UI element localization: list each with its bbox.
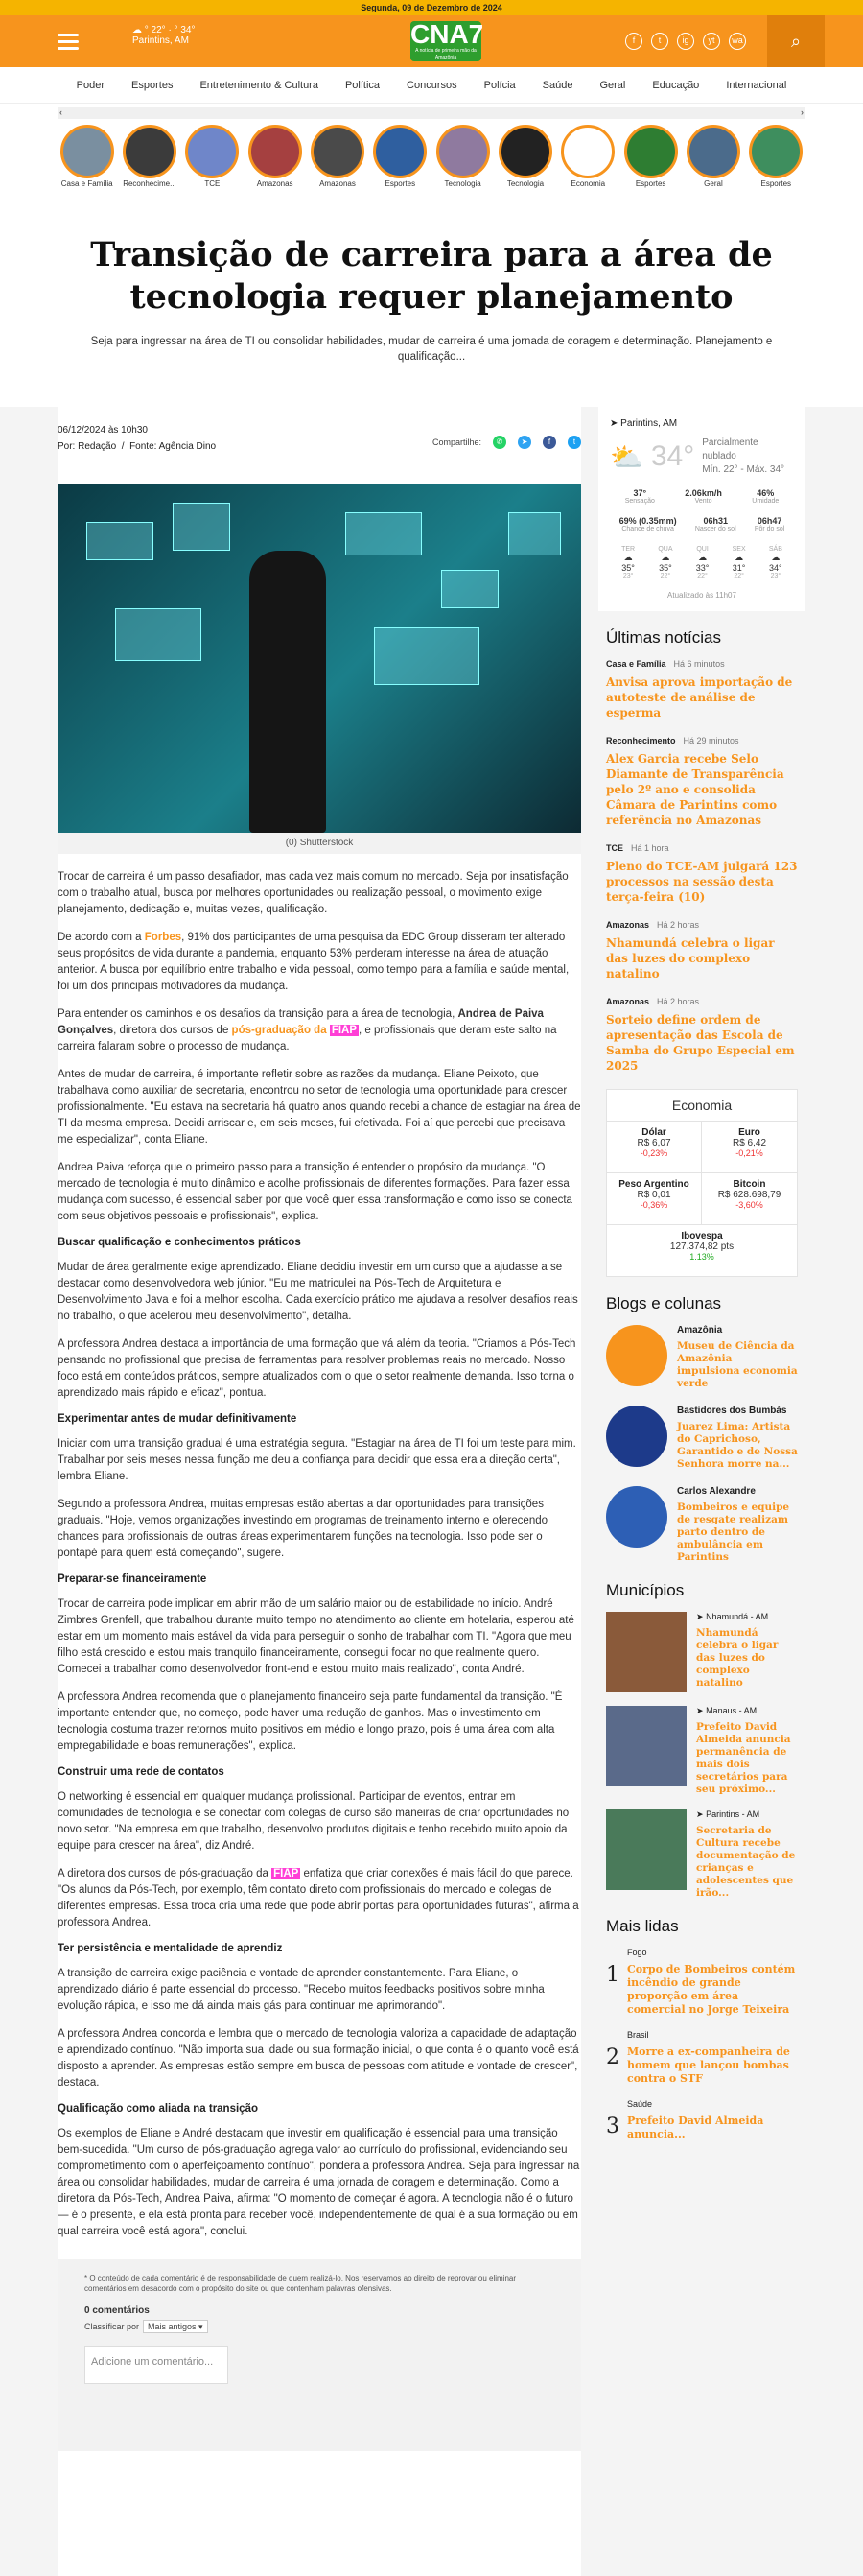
story-item[interactable]: Tecnologia bbox=[498, 125, 552, 184]
forbes-link[interactable]: Forbes bbox=[144, 932, 182, 943]
story-item[interactable]: Esportes bbox=[749, 125, 804, 184]
news-item[interactable]: Amazonas Há 2 horas Sorteio define ordem de apresentação das Escola de Samba do Grupo Especial em 2025 bbox=[606, 997, 795, 1073]
main-nav bbox=[0, 67, 863, 104]
story-item[interactable]: Reconhecime... bbox=[122, 125, 176, 184]
site-header bbox=[0, 15, 863, 67]
search-button[interactable] bbox=[767, 15, 825, 67]
location-icon: ➤ bbox=[696, 1809, 704, 1819]
paragraph: Segundo a professora Andrea, muitas empresas estão abertas a dar oportunidades para transições graduais. "Hoje, vemos organizações investindo em programas de treinamento interno e oferecendo chances para profissionais de outras áreas experimentarem funções na tecnologia. Isso pode ser o pontapé para quem está começando", sugere. bbox=[58, 1499, 548, 1559]
nav-item[interactable]: Polícia bbox=[483, 80, 516, 91]
economy-widget: Economia Dólar R$ 6,07 -0,23% Euro R$ 6,42 -0,21% Peso Argentino R$ 0,01 -0,36% Bitcoin R$ 628.698,79 -3,60% Ibovespa 127.374,82 pts 1.13% bbox=[606, 1089, 798, 1277]
location-icon: ➤ bbox=[696, 1612, 704, 1621]
story-item[interactable]: Amazonas bbox=[310, 125, 364, 184]
chevron-left-icon[interactable]: ‹ bbox=[59, 107, 62, 117]
news-item[interactable]: Reconhecimento Há 29 minutos Alex Garcia recebe Selo Diamante de Transparência pelo 2º ano e consolida Câmara de Parintins como referência no Amazonas bbox=[606, 736, 784, 827]
paragraph: A diretora dos cursos de pós-graduação da FIAP enfatiza que criar conexões é mais fácil do que parece. "Os alunos da Pós-Tech, por exemplo, têm contato direto com profissionais do mercado e colegas de diferentes empresas. Essa troca cria uma rede que pode abrir portas para oportunidades futuras", afirma a professora Andrea. bbox=[58, 1868, 579, 1928]
content-area bbox=[0, 407, 863, 2576]
telegram-icon[interactable]: ➤ bbox=[518, 436, 531, 449]
weather-widget: ➤ Parintins, AM ⛅ 34° Parcialmente nublado Mín. 22° - Máx. 34° 37° Sensação 2.06km/h Vento 46% Umidade 69% (0.35mm) Chance de chuva 06h31 Nascer do sol 06h47 Pôr do sol TER ☁ 35° 23° QUA ☁ 35° 22° QUI ☁ 33° 22° SEX ☁ 31° 22° SÁB ☁ 34° 23° Atualizado às 11h07 bbox=[598, 407, 805, 611]
site-logo[interactable]: CNA7 A notícia de primeira mão da Amazônia bbox=[410, 19, 484, 60]
nav-item[interactable]: Esportes bbox=[131, 80, 174, 91]
news-item[interactable]: Casa e Família Há 6 minutos Anvisa aprova importação de autoteste de análise de esperma bbox=[606, 659, 793, 720]
municipio-item[interactable]: ➤ Nhamundá - AM Nhamundá celebra o ligar das luzes do complexo natalino bbox=[598, 1612, 805, 1692]
header-weather-temps: ° 22° · ° 34° bbox=[144, 25, 196, 35]
paragraph: Antes de mudar de carreira, é importante refletir sobre as razões da mudança. Eliane Peixoto, que trabalhava como auxiliar de secretaria, encontrou no setor de tecnologia uma oportunidade para crescer profissionalmente. "Eu estava na secretaria há quatro anos quando recebi a chance de estagiar na área de TI da mesma empresa. Decidi arriscar e, em seis meses, fui efetivada. Foi aí que percebi que precisava me especializar", conta Eliane. bbox=[58, 1069, 581, 1146]
comments-section bbox=[58, 2259, 581, 2451]
blogs-heading: Blogs e colunas bbox=[606, 1294, 722, 1312]
article-source: Fonte: Agência Dino bbox=[129, 441, 217, 452]
municipios-heading: Municípios bbox=[606, 1581, 685, 1599]
stories-bar bbox=[0, 123, 863, 186]
location-icon: ➤ bbox=[696, 1706, 704, 1715]
blog-item[interactable]: Bastidores dos Bumbás Juarez Lima: Artista do Caprichoso, Garantido e de Nossa Senhora morre na... bbox=[598, 1406, 805, 1471]
cloud-icon: ☁ bbox=[661, 553, 670, 562]
section-heading: Ter persistência e mentalidade de aprendiz bbox=[58, 1943, 283, 1954]
article-image bbox=[58, 484, 581, 833]
search-icon: ⌕ bbox=[790, 32, 802, 51]
blog-item[interactable]: Carlos Alexandre Bombeiros e equipe de resgate realizam parto dentro de ambulância em Parintins bbox=[598, 1486, 805, 1564]
whatsapp-icon[interactable]: wa bbox=[729, 33, 746, 50]
article-text bbox=[58, 869, 581, 2240]
paragraph: A professora Andrea concorda e lembra que o mercado de tecnologia valoriza a capacidade de adaptação e aprendizado contínuo. "Não importa sua idade ou sua formação inicial, o que conta é o quanto você está disposto a aprender. As empresas estão sempre em busca de pessoas com atitude e vontade de crescer", destaca. bbox=[58, 2028, 579, 2089]
location-icon: ➤ bbox=[610, 418, 618, 429]
nav-item[interactable]: Saúde bbox=[542, 80, 573, 91]
chevron-right-icon[interactable]: › bbox=[801, 107, 804, 117]
municipio-item[interactable]: ➤ Manaus - AM Prefeito David Almeida anuncia permanência de mais dois secretários para seu próximo... bbox=[598, 1706, 805, 1796]
cloud-icon: ☁ bbox=[735, 553, 744, 562]
paragraph: A professora Andrea recomenda que o planejamento financeiro seja parte fundamental da transição. "É importante entender que, no começo, pode haver uma redução de ganhos. Mas o investimento em tecnologia costuma trazer retornos muito positivos em médio e longo prazo, pois é uma área com alta empregabilidade e boas remunerações", explica. bbox=[58, 1691, 563, 1752]
nav-item[interactable]: Internacional bbox=[726, 80, 787, 91]
avatar bbox=[606, 1486, 667, 1548]
sort-select[interactable]: Mais antigos ▾ bbox=[143, 2320, 208, 2333]
cloud-icon: ☁ bbox=[698, 553, 708, 562]
paragraph: Os exemplos de Eliane e André destacam que investir em qualificação é essencial para uma transição bem-sucedida. "Um curso de pós-graduação agrega valor ao currículo do profissional, evidenciando seu comprometimento com o aperfeiçoamento contínuo", pondera a professora Andrea. Seja para ingressar na área ou consolidar habilidades, mudar de carreira é uma jornada de coragem e determinação. Como a diretora da Pós-Tech, Andrea Paiva, afirma: "O momento de começar é agora. A tecnologia não é o futuro — é o presente, e ela está pronta para receber você, independentemente de qual é a sua formação ou em qual carreira você está agora", conclui. bbox=[58, 2128, 580, 2237]
story-item[interactable]: Geral bbox=[686, 125, 740, 184]
facebook-icon[interactable]: f bbox=[625, 33, 642, 50]
blog-item[interactable]: Amazônia Museu de Ciência da Amazônia impulsiona economia verde bbox=[598, 1325, 805, 1390]
fiap-link[interactable]: FIAP bbox=[331, 1025, 358, 1036]
comments-count: 0 comentários bbox=[84, 2305, 150, 2316]
story-item[interactable]: Casa e Família bbox=[59, 125, 114, 184]
story-item[interactable]: Esportes bbox=[623, 125, 678, 184]
mais-lidas-item[interactable]: Saúde 3 Prefeito David Almeida anuncia... bbox=[606, 2099, 764, 2140]
paragraph: Mudar de área geralmente exige aprendizado. Eliane decidiu investir em um curso que a ajudasse a se destacar como desenvolvedora web júnior. "Eu me matriculei na Pós-Tech de Arquitetura e Desenvolvimento Java e foi a melhor escolha. Cada exercício prático me ajudava a resolver desafios reais no trabalho, o que acelerou meu desenvolvimento", detalha. bbox=[58, 1262, 578, 1322]
article-header bbox=[0, 186, 863, 384]
cloud-icon: ☁ bbox=[623, 553, 633, 562]
header-weather-city: Parintins, AM bbox=[132, 35, 189, 46]
nav-item[interactable]: Concursos bbox=[407, 80, 457, 91]
section-heading: Experimentar antes de mudar definitivamente bbox=[58, 1413, 297, 1425]
avatar bbox=[606, 1325, 667, 1386]
top-date-bar: Segunda, 09 de Dezembro de 2024 bbox=[0, 0, 863, 15]
article-meta: 06/12/2024 às 10h30 Por: Redação / Fonte: Agência Dino bbox=[58, 422, 581, 455]
section-heading: Preparar-se financeiramente bbox=[58, 1573, 207, 1585]
share-bar bbox=[432, 436, 581, 449]
article-subtitle: Seja para ingressar na área de TI ou consolidar habilidades, mudar de carreira é uma jornada de coragem e determinação. Planejamento e qualificação... bbox=[90, 336, 773, 363]
share-label: Compartilhe: bbox=[432, 437, 481, 447]
nav-item[interactable]: Geral bbox=[599, 80, 626, 91]
paragraph: A professora Andrea destaca a importância de uma formação que vá além da teoria. "Criamos a Pós-Tech pensando no profissional que precisa de ferramentas para resolver problemas reais no mercado. Nosso foco está em conteúdos práticos, sempre atualizados com o que o setor realmente demanda. Isso torna o aprendizado mais rápido e eficaz", pontua. bbox=[58, 1338, 576, 1399]
menu-icon[interactable] bbox=[58, 30, 79, 54]
section-heading: Qualificação como aliada na transição bbox=[58, 2103, 258, 2115]
avatar bbox=[606, 1406, 667, 1467]
nav-item[interactable]: Entretenimento & Cultura bbox=[199, 80, 318, 91]
mais-lidas-item[interactable]: Fogo 1 Corpo de Bombeiros contém incêndio de grande proporção em área comercial no Jorge Teixeira bbox=[606, 1948, 796, 2016]
article-author: Por: Redação bbox=[58, 441, 117, 452]
comments-note: * O conteúdo de cada comentário é de responsabilidade de quem realizá-lo. Nos reservamos ao direito de reprovar ou eliminar comentários em desacordo com o propósito do site ou que contenham palavras ofensivas. bbox=[84, 2274, 517, 2293]
latest-heading: Últimas notícias bbox=[606, 628, 721, 647]
instagram-icon[interactable]: ig bbox=[677, 33, 694, 50]
comments-sort: Classificar por Mais antigos ▾ bbox=[84, 2322, 554, 2332]
story-item[interactable]: Esportes bbox=[373, 125, 428, 184]
nav-item[interactable]: Política bbox=[344, 80, 381, 91]
article-date: 06/12/2024 às 10h30 bbox=[58, 425, 148, 436]
paragraph: A transição de carreira exige paciência e vontade de aprender constantemente. Para Eliane, o aprendizado diário é parte essencial do processo. "Recebo muitos feedbacks positivos sobre minha evolução rápida, e isso me dá ainda mais gás para continuar me aprimorando". bbox=[58, 1968, 545, 2012]
news-item[interactable]: TCE Há 1 hora Pleno do TCE-AM julgará 123 processos na sessão desta terça-feira (10) bbox=[606, 843, 798, 904]
sidebar bbox=[598, 407, 805, 2141]
article-body bbox=[58, 407, 581, 2576]
image-caption: (0) Shutterstock bbox=[58, 833, 581, 854]
twitter-icon[interactable]: t bbox=[568, 436, 581, 449]
whatsapp-icon[interactable]: ✆ bbox=[493, 436, 506, 449]
mais-lidas-item[interactable]: Brasil 2 Morre a ex-companheira de homem que lançou bombas contra o STF bbox=[606, 2030, 790, 2085]
fiap-link[interactable]: FIAP bbox=[273, 1868, 299, 1879]
youtube-icon[interactable]: yt bbox=[703, 33, 720, 50]
story-item[interactable]: Amazonas bbox=[247, 125, 302, 184]
paragraph: De acordo com a Forbes, 91% dos participantes de uma pesquisa da EDC Group disseram ter alterado seus propósitos de vida durante a pandemia, enquanto 53% perderam interesse na área de atuação anterior. A busca por equilíbrio entre trabalho e vida pessoal, como tempo para a família e saúde mental, foi um dos principais motivadores da mudança. bbox=[58, 932, 570, 992]
paragraph: O networking é essencial em qualquer mudança profissional. Participar de eventos, entrar em comunidades de tecnologia e se conectar com colegas de curso são maneiras de criar oportunidades no novo setor. "Na empresa em que trabalho, desenvolvo produtos digitais e tenho recebido muito apoio da equipe para crescer na área", diz André. bbox=[58, 1791, 570, 1852]
story-item[interactable]: TCE bbox=[185, 125, 240, 184]
posgrad-link[interactable]: pós-graduação da bbox=[231, 1025, 327, 1036]
mais-lidas-heading: Mais lidas bbox=[606, 1917, 679, 1935]
nav-item[interactable]: Poder bbox=[76, 80, 105, 91]
paragraph: Andrea Paiva reforça que o primeiro passo para a transição é entender o propósito da mudança. "O mercado de tecnologia é muito dinâmico e acolhe profissionais de diferentes formações. Para fazer essa mudança com sucesso, é essencial saber por que você quer essa transformação e como isso se conecta com seus objetivos pessoais e profissionais", explica. bbox=[58, 1162, 572, 1222]
nav-item[interactable]: Educação bbox=[652, 80, 700, 91]
paragraph: Iniciar com uma transição gradual é uma estratégia segura. "Estagiar na área de TI foi um teste para mim. Trabalhar por seis meses nessa função me deu a confiança para decidir que essa era a direção certa", lembra Eliane. bbox=[58, 1438, 576, 1482]
paragraph: Para entender os caminhos e os desafios da transição para a área de tecnologia, Andrea de Paiva Gonçalves, diretora dos cursos de pós-graduação da FIAP , e profissionais que deram este salto na carreira falaram sobre o processo de mudança. bbox=[58, 1008, 557, 1052]
paragraph: Trocar de carreira é um passo desafiador, mas cada vez mais comum no mercado. Seja por insatisfação com o trabalho atual, busca por melhores oportunidades ou realização pessoal, o movimento exige planejamento, dedicação e, muitas vezes, qualificação. bbox=[58, 871, 569, 915]
news-item[interactable]: Amazonas Há 2 horas Nhamundá celebra o ligar das luzes do complexo natalino bbox=[606, 920, 775, 981]
facebook-icon[interactable]: f bbox=[543, 436, 556, 449]
paragraph: Trocar de carreira pode implicar em abrir mão de um salário maior ou de estabilidade no início. André Zimbres Grenfell, que trabalhou durante muito tempo no atendimento ao cliente em hotelaria, esperou até estar em um momento mais estável da vida para perseguir o sonho de trabalhar com TI. "Agora que meu filho está crescido e estou mais tranquilo financeiramente, consegui focar no que realmente quero. Comecei a trabalhar como desenvolvedor front-end e estou muito mais realizado", conta André. bbox=[58, 1598, 574, 1675]
nav-scrollbar[interactable] bbox=[58, 107, 805, 119]
partly-cloudy-icon: ⛅ bbox=[610, 441, 643, 472]
story-item[interactable]: Tecnologia bbox=[435, 125, 490, 184]
twitter-icon[interactable]: t bbox=[651, 33, 668, 50]
page-title: Transição de carreira para a área de tecnologia requer planejamento bbox=[90, 235, 773, 317]
cloud-icon: ☁ bbox=[771, 553, 781, 562]
section-heading: Buscar qualificação e conhecimentos práticos bbox=[58, 1237, 301, 1248]
section-heading: Construir uma rede de contatos bbox=[58, 1766, 224, 1778]
comment-input[interactable]: Adicione um comentário... bbox=[84, 2346, 228, 2384]
story-item[interactable]: Economia bbox=[561, 125, 616, 184]
municipio-item[interactable]: ➤ Parintins - AM Secretaria de Cultura recebe documentação de crianças e adolescentes que irão... bbox=[598, 1809, 805, 1900]
social-links bbox=[625, 33, 746, 50]
header-weather bbox=[132, 25, 195, 46]
cloud-icon: ☁ bbox=[132, 25, 142, 35]
